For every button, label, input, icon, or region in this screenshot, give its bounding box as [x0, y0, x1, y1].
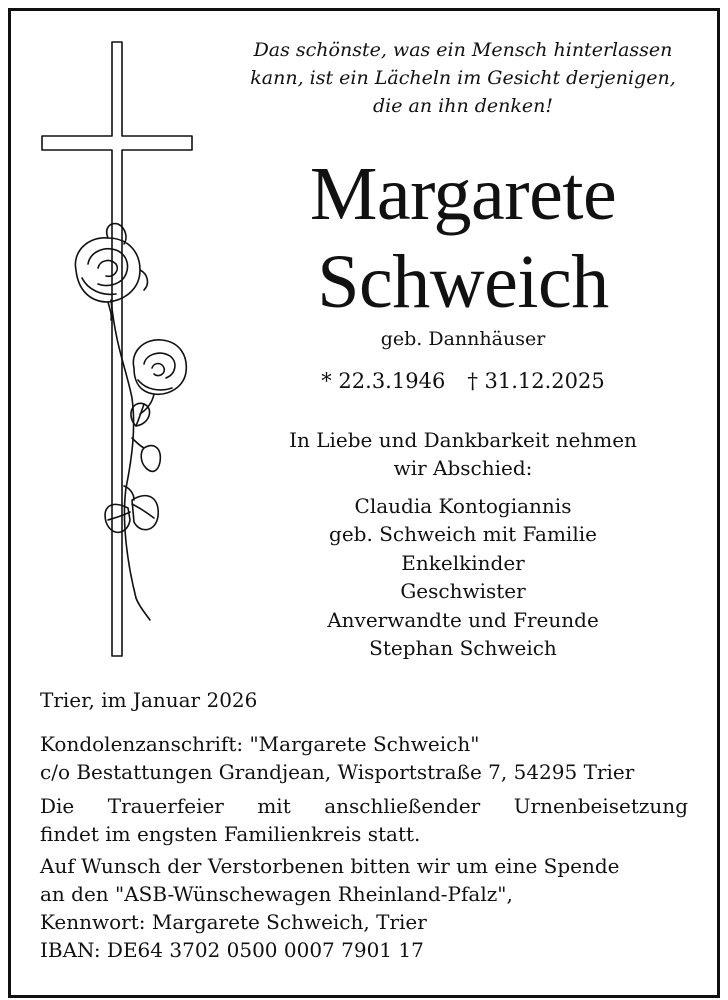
farewell-line: wir Abschied: [393, 456, 533, 480]
mourner-item: Claudia Kontogiannis [354, 494, 572, 518]
deceased-name [218, 150, 708, 326]
donation-line: Auf Wunsch der Verstorbenen bitten wir um eine Spende [40, 854, 620, 878]
mourners-list [218, 492, 708, 662]
birth-name: geb. Dannhäuser [380, 328, 546, 350]
donation-line: an den "ASB-Wünschewagen Rheinland-Pfalz", [40, 882, 513, 906]
cross-with-roses-icon [36, 38, 198, 660]
ceremony-line: Die Trauerfeier mit anschließender Urnenbeisetzung [40, 794, 688, 818]
life-dates [218, 366, 708, 396]
iban-line: IBAN: DE64 3702 0500 0007 7901 17 [40, 938, 424, 962]
quote-line: kann, ist ein Lächeln im Gesicht derjenigen, [250, 67, 676, 89]
death-date: † 31.12.2025 [467, 369, 605, 393]
mourner-item: geb. Schweich mit Familie [329, 522, 597, 547]
mourner-item: Geschwister [400, 579, 526, 604]
memorial-quote [218, 36, 708, 120]
mourner-item: Stephan Schweich [369, 636, 557, 661]
place-date: Trier, im Januar 2026 [40, 688, 258, 712]
farewell-line: In Liebe und Dankbarkeit nehmen [289, 428, 637, 452]
mourner-item: Enkelkinder [401, 550, 525, 575]
ceremony-line: findet im engsten Familienkreis statt. [40, 822, 421, 846]
farewell-text [218, 426, 708, 482]
ceremony-info [40, 792, 688, 848]
condolence-line: Kondolenzanschrift: "Margarete Schweich" [40, 732, 480, 756]
mourner-item: Anverwandte und Freunde [327, 607, 599, 632]
donation-request [40, 852, 688, 964]
condolence-line: c/o Bestattungen Grandjean, Wisportstraße 7, 54295 Trier [40, 760, 635, 784]
first-name: Margarete [309, 152, 617, 236]
last-name: Schweich [317, 240, 609, 324]
condolence-address [40, 730, 688, 786]
birth-date: * 22.3.1946 [321, 369, 446, 393]
quote-line: Das schönste, was ein Mensch hinterlassen [253, 39, 673, 61]
donation-line: Kennwort: Margarete Schweich, Trier [40, 910, 427, 934]
quote-line: die an ihn denken! [373, 95, 553, 117]
